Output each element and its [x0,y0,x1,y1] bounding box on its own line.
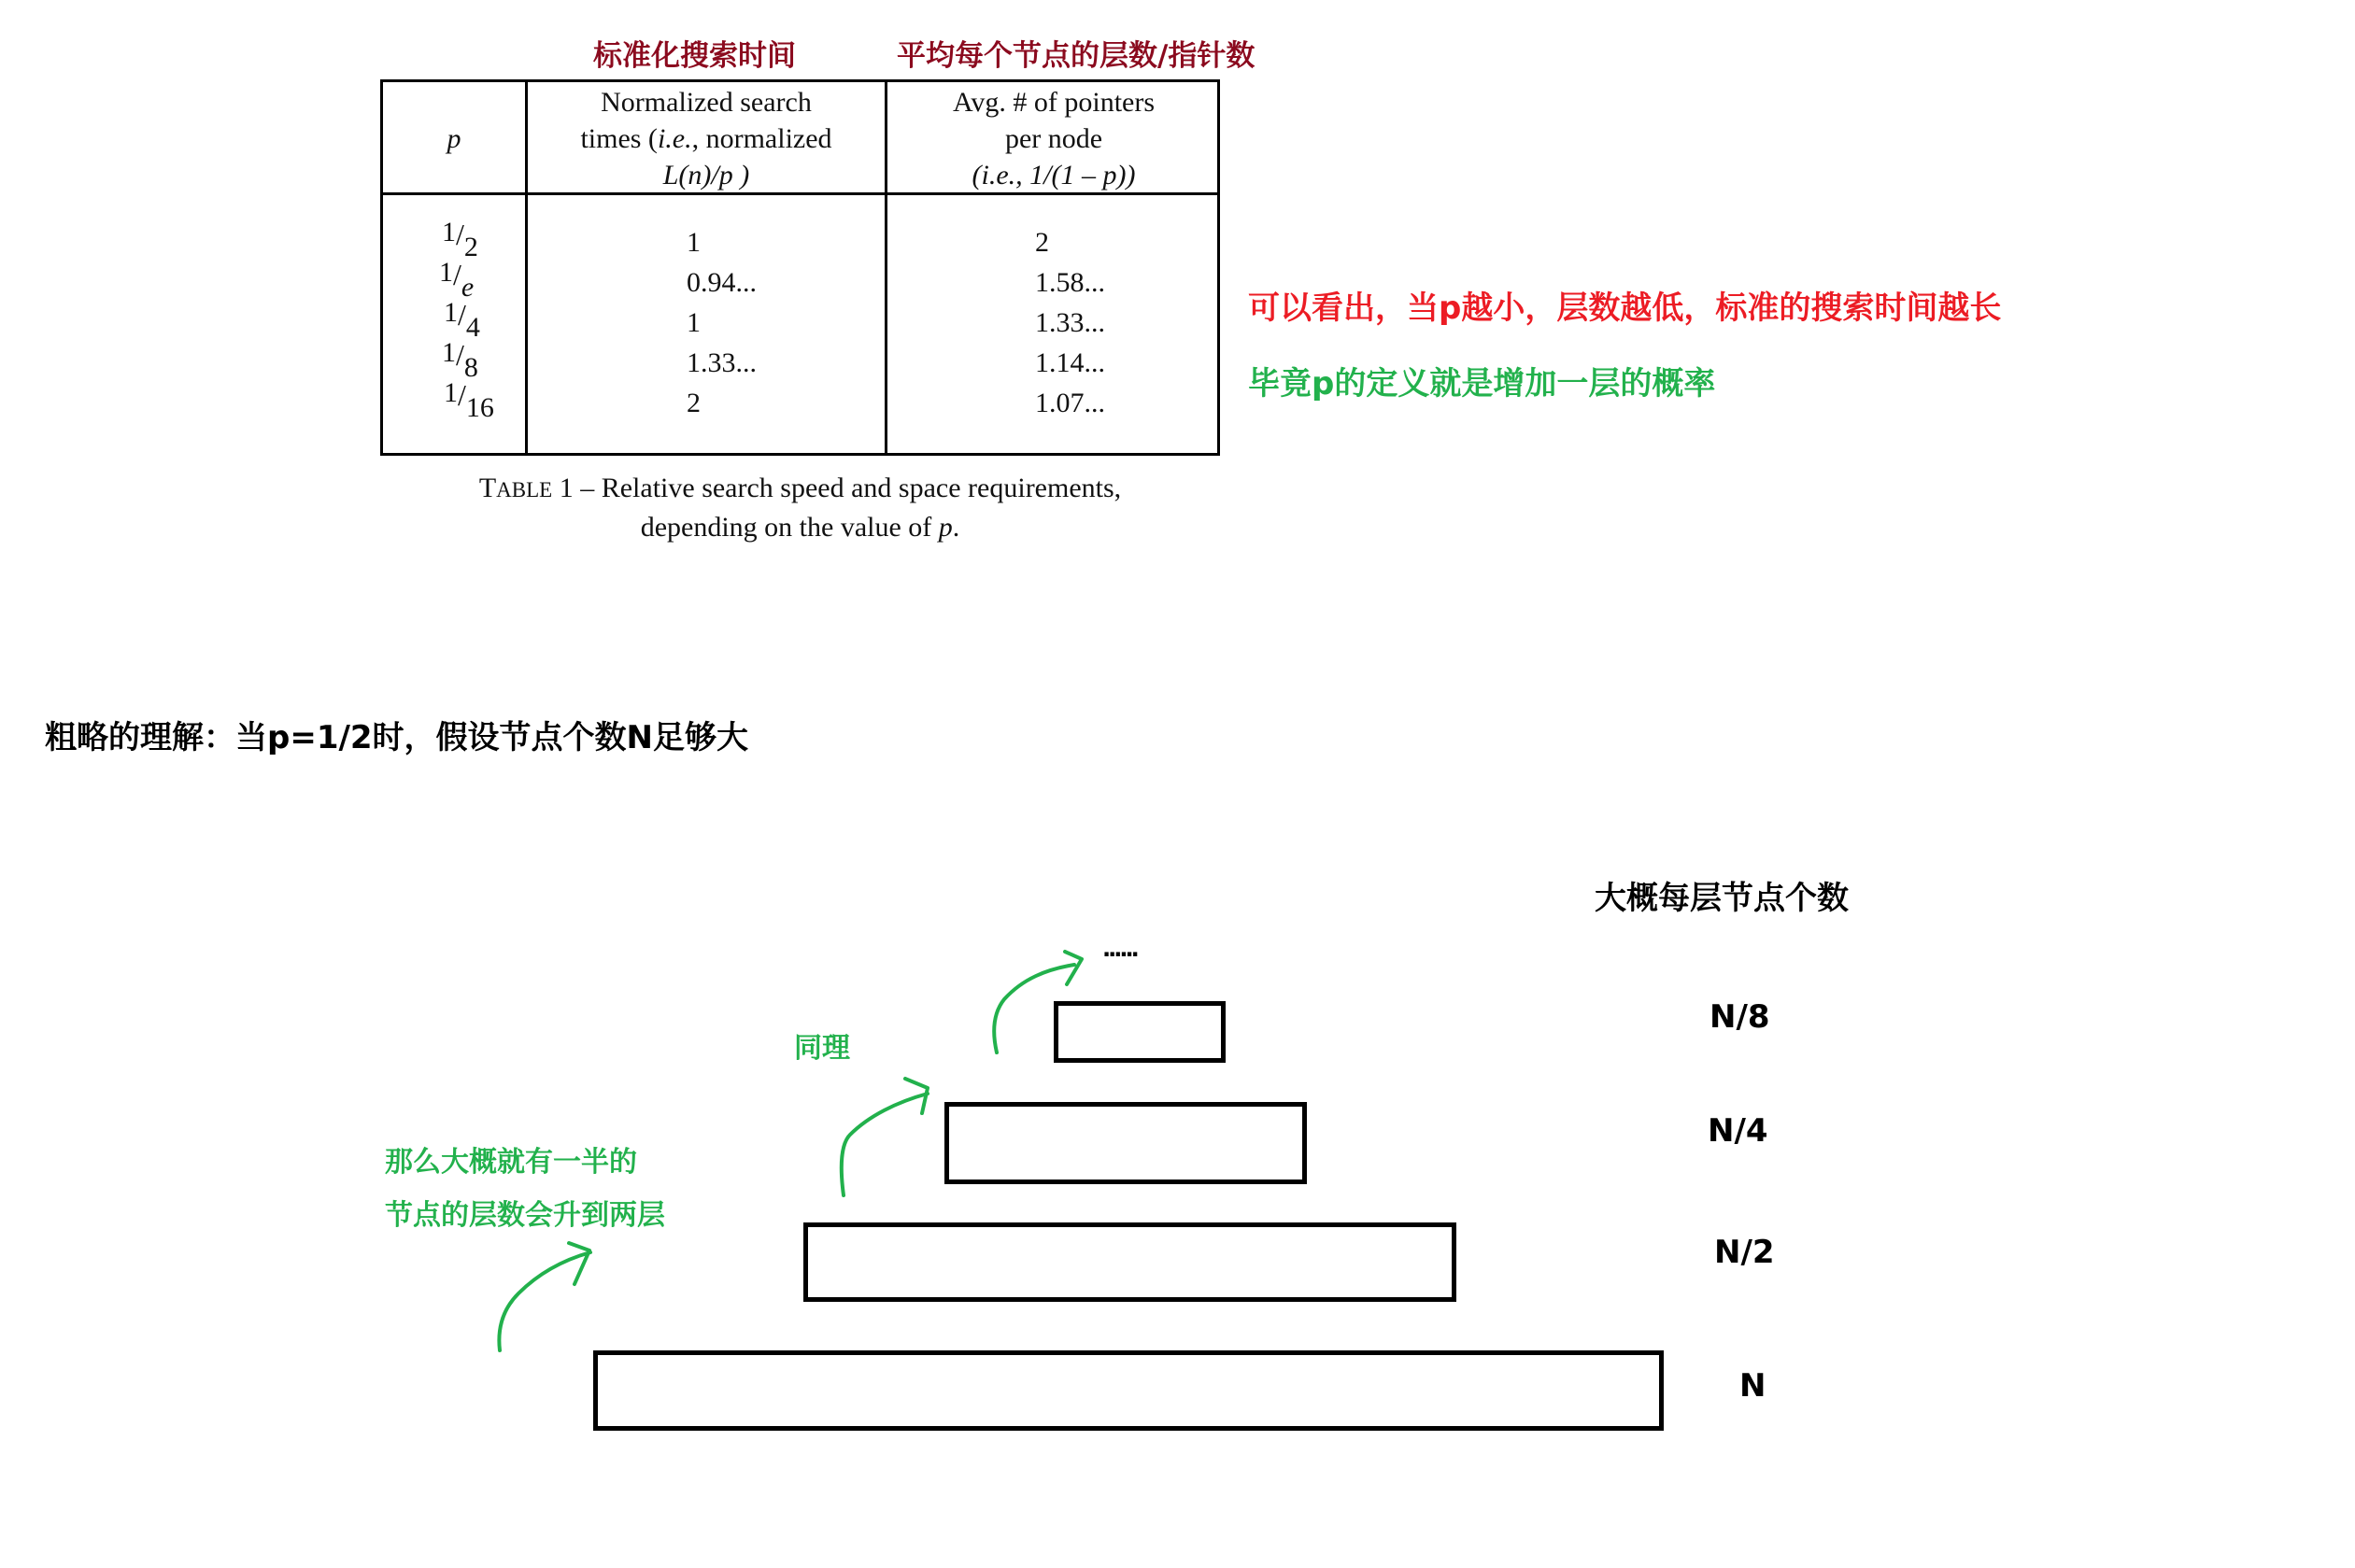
header-p-label: p [447,123,461,154]
curved-arrow-icon [499,1243,590,1350]
header-line: times (i.e., normalized [580,123,832,154]
p-value: $^1/_e$ [439,257,475,303]
curved-arrow-icon [994,952,1082,1052]
header-line: per node [1004,123,1103,154]
p-value: $^1/_{16}$ [444,377,494,423]
search-time-value: 0.94... [687,267,757,298]
header-formula: (i.e., 1/(1 – p)) [972,160,1136,191]
half-nodes-annotation-line-1: 那么大概就有一半的 [385,1146,637,1179]
half-nodes-annotation-line-2: 节点的层数会升到两层 [385,1199,665,1232]
more-levels-ellipsis: ...... [1102,936,1137,962]
definition-note: 毕竟p的定义就是增加一层的概率 [1248,365,1716,403]
p-value: $^1/_4$ [444,297,480,343]
pointers-annotation: 平均每个节点的层数/指针数 [897,39,1256,73]
search-time-value: 2 [687,388,701,418]
same-reason-annotation: 同理 [794,1032,850,1065]
search-time-value: 1 [687,307,701,338]
observation-note: 可以看出，当p越小，层数越低，标准的搜索时间越长 [1248,290,2002,327]
rough-understanding-heading: 粗略的理解：当p=1/2时，假设节点个数N足够大 [45,719,749,756]
search-time-value: 1 [687,227,701,258]
header-line: Avg. # of pointers [952,87,1156,118]
search-time-annotation: 标准化搜索时间 [593,39,796,73]
pointers-value: 1.33... [1035,307,1105,338]
nodes-per-level-title: 大概每层节点个数 [1595,880,1849,917]
level-label-n4: N/4 [1708,1112,1768,1150]
search-time-value: 1.33... [687,347,757,378]
curved-arrow-icon [842,1079,928,1195]
level-label-n8: N/8 [1710,998,1770,1036]
pointers-value: 1.58... [1035,267,1105,298]
pointers-value: 1.14... [1035,347,1105,378]
header-line: Normalized search [601,87,812,118]
pointers-value: 1.07... [1035,388,1105,418]
level-label-n: N [1739,1367,1766,1405]
caption-line-2: depending on the value of p. [640,512,960,543]
p-value: $^1/_2$ [442,217,478,262]
caption-line-1: TABLE 1 – Relative search speed and space requirements, [478,473,1122,503]
pointers-value: 2 [1035,227,1049,258]
header-formula: L(n)/p ) [662,160,750,191]
level-label-n2: N/2 [1714,1234,1775,1271]
p-value: $^1/_8$ [442,337,478,383]
